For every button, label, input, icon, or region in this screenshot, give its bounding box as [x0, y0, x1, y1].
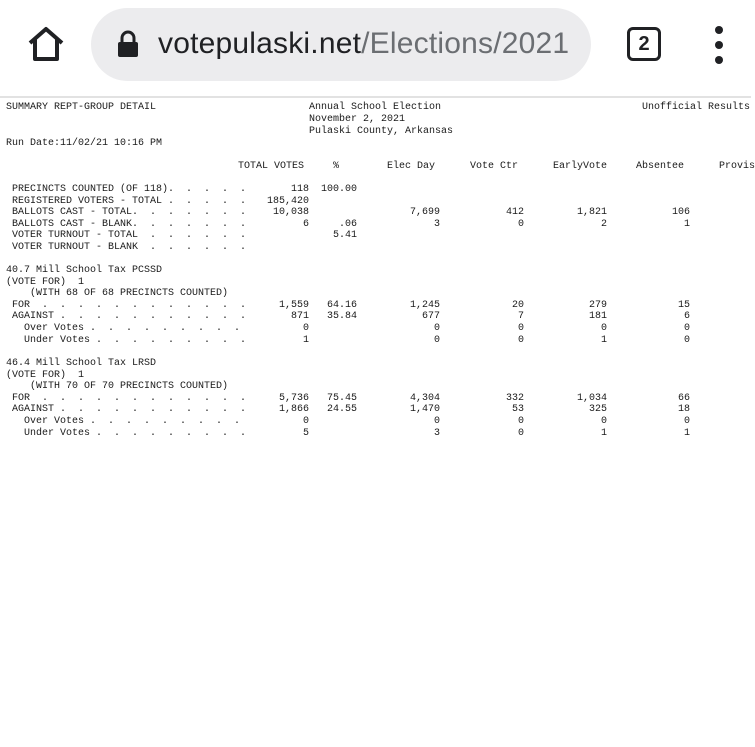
cell-total: 1,866	[278, 404, 309, 416]
row-label: BALLOTS CAST - TOTAL. . . . . . .	[12, 207, 247, 219]
cell-pct: 75.45	[326, 392, 357, 404]
column-header: Absentee	[636, 161, 685, 172]
cell-elec: 0	[433, 334, 440, 346]
tab-switcher-button[interactable]	[627, 27, 661, 61]
report-election-date: November 2, 2021	[309, 114, 406, 125]
row-label: FOR . . . . . . . . . . . .	[12, 299, 247, 311]
cell-total: 10,038	[272, 207, 309, 219]
report-header-left: SUMMARY REPT-GROUP DETAIL	[6, 102, 157, 113]
cell-total: 1	[302, 334, 309, 346]
cell-vc: 0	[517, 323, 524, 334]
cell-total: 1,559	[278, 299, 309, 311]
url-path: /Elections/2021	[361, 27, 570, 60]
browser-toolbar	[0, 0, 751, 92]
race-title: 46.4 Mill School Tax LRSD	[6, 358, 157, 369]
row-label: AGAINST . . . . . . . . . . .	[12, 404, 247, 416]
cell-vc: 7	[517, 311, 524, 323]
cell-total: 118	[290, 184, 309, 195]
row-label: Over Votes . . . . . . . . .	[12, 323, 241, 334]
cell-elec: 3	[433, 427, 440, 439]
report-county: Pulaski County, Arkansas	[309, 126, 454, 137]
cell-vc: 0	[517, 334, 524, 346]
cell-total: 0	[302, 416, 309, 427]
race-precincts: (WITH 70 OF 70 PRECINCTS COUNTED)	[30, 381, 229, 393]
cell-pct: 64.16	[326, 299, 357, 311]
row-label: PRECINCTS COUNTED (OF 118). . . . .	[12, 184, 247, 195]
cell-total: 0	[302, 323, 309, 334]
cell-early: 1,034	[576, 392, 607, 404]
row-label: REGISTERED VOTERS - TOTAL . . . . .	[12, 195, 247, 207]
report-status: Unofficial Results	[642, 102, 751, 113]
column-header: Provis	[719, 161, 755, 172]
cell-abs: 66	[677, 392, 690, 404]
cell-early: 1	[600, 334, 607, 346]
cell-total: 185,420	[266, 195, 309, 207]
cell-early: 181	[588, 311, 607, 323]
cell-pct: .06	[338, 218, 357, 230]
url-domain: votepulaski.net	[158, 27, 362, 60]
column-header: TOTAL VOTES	[238, 161, 305, 172]
cell-abs: 1	[683, 427, 690, 439]
cell-early: 2	[600, 218, 607, 230]
cell-vc: 0	[517, 427, 524, 439]
lock-icon[interactable]	[116, 30, 140, 58]
cell-early: 1	[600, 427, 607, 439]
cell-vc: 0	[517, 218, 524, 230]
cell-elec: 4,304	[409, 392, 440, 404]
row-label: FOR . . . . . . . . . . . .	[12, 392, 247, 404]
cell-abs: 15	[677, 299, 690, 311]
cell-total: 6	[302, 218, 309, 230]
cell-total: 5,736	[278, 392, 309, 404]
cell-elec: 1,245	[409, 299, 440, 311]
column-header: Elec Day	[387, 161, 436, 172]
address-bar-url[interactable]	[158, 24, 569, 64]
cell-early: 1,821	[576, 207, 607, 219]
row-label: AGAINST . . . . . . . . . . .	[12, 311, 247, 323]
cell-abs: 1	[683, 218, 690, 230]
row-label: Over Votes . . . . . . . . .	[12, 416, 241, 427]
cell-total: 871	[290, 311, 309, 323]
row-label: Under Votes . . . . . . . . .	[12, 427, 247, 439]
cell-elec: 0	[433, 323, 440, 334]
row-label: Under Votes . . . . . . . . .	[12, 334, 247, 346]
row-label: VOTER TURNOUT - TOTAL . . . . . .	[12, 230, 247, 242]
race-vote-for: (VOTE FOR) 1	[6, 276, 85, 288]
report-election-name: Annual School Election	[309, 102, 442, 113]
cell-elec: 677	[421, 311, 440, 323]
column-header: EarlyVote	[553, 161, 608, 172]
cell-vc: 412	[505, 207, 524, 219]
cell-vc: 20	[511, 299, 524, 311]
cell-total: 5	[302, 427, 309, 439]
cell-abs: 0	[683, 416, 690, 427]
overflow-menu-icon[interactable]	[710, 26, 728, 64]
report-run-date: Run Date:11/02/21 10:16 PM	[6, 138, 163, 149]
cell-abs: 6	[683, 311, 690, 323]
cell-early: 279	[588, 299, 607, 311]
cell-early: 325	[588, 404, 607, 416]
cell-elec: 3	[433, 218, 440, 230]
election-report	[0, 98, 755, 747]
home-icon[interactable]	[26, 24, 66, 64]
cell-early: 0	[600, 416, 607, 427]
cell-vc: 0	[517, 416, 524, 427]
race-vote-for: (VOTE FOR) 1	[6, 369, 85, 381]
cell-abs: 0	[683, 334, 690, 346]
cell-elec: 1,470	[409, 404, 440, 416]
cell-pct: 24.55	[326, 404, 357, 416]
cell-abs: 18	[677, 404, 690, 416]
cell-vc: 332	[505, 392, 524, 404]
cell-elec: 0	[433, 416, 440, 427]
cell-abs: 0	[683, 323, 690, 334]
cell-elec: 7,699	[409, 207, 440, 219]
column-header: %	[333, 161, 340, 172]
tab-count: 2	[638, 32, 650, 55]
cell-early: 0	[600, 323, 607, 334]
column-header: Vote Ctr	[470, 161, 519, 172]
cell-pct: 35.84	[326, 311, 357, 323]
cell-pct: 100.00	[320, 184, 357, 195]
race-title: 40.7 Mill School Tax PCSSD	[6, 265, 163, 276]
cell-vc: 53	[511, 404, 524, 416]
cell-abs: 106	[671, 207, 690, 219]
row-label: VOTER TURNOUT - BLANK . . . . . .	[12, 242, 247, 253]
race-precincts: (WITH 68 OF 68 PRECINCTS COUNTED)	[30, 288, 229, 300]
row-label: BALLOTS CAST - BLANK. . . . . . .	[12, 218, 247, 230]
cell-pct: 5.41	[332, 230, 357, 242]
